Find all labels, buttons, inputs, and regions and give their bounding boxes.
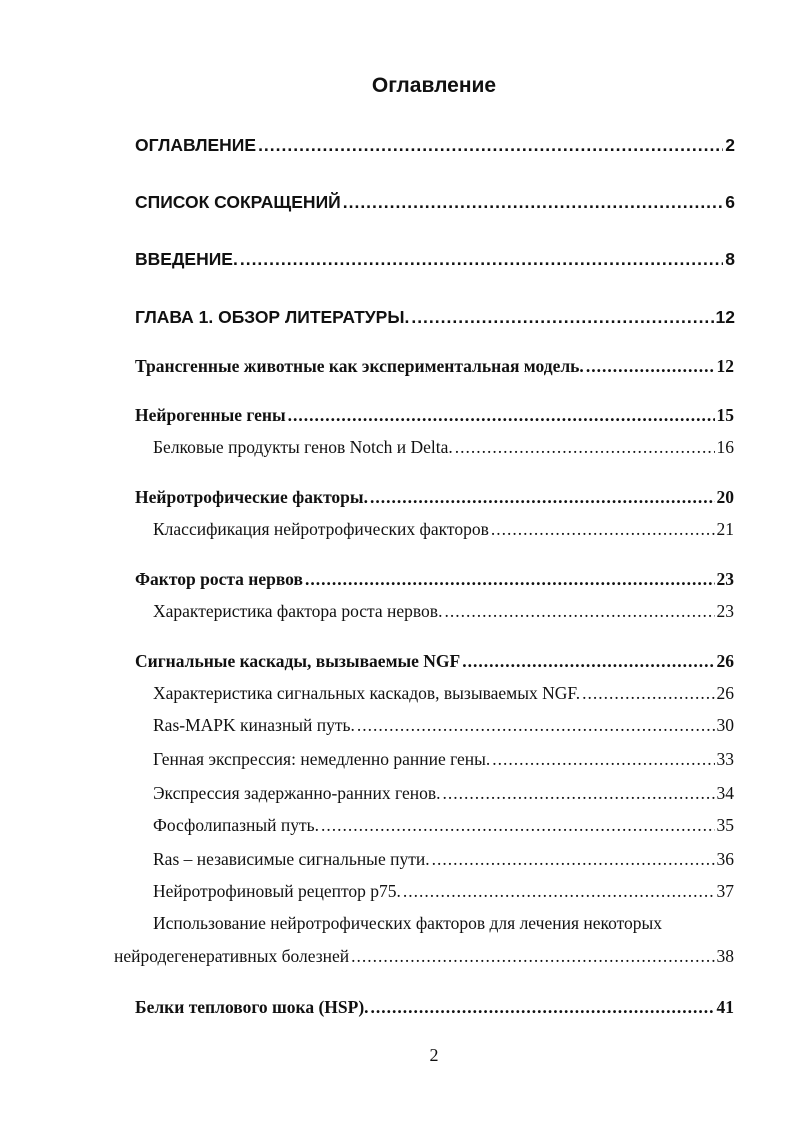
toc-entry-page: 15 xyxy=(716,405,734,425)
toc-entry-ngf[interactable] xyxy=(135,569,734,593)
toc-entry-neurotrophic-factors[interactable] xyxy=(135,487,734,511)
dot-leader xyxy=(370,487,715,508)
toc-entry-heat-shock-proteins[interactable] xyxy=(135,997,734,1021)
toc-entry-page: 21 xyxy=(716,519,734,539)
dot-leader xyxy=(321,815,715,836)
toc-entry-label: Трансгенные животные как экспериментальная модель. xyxy=(135,356,584,376)
toc-entry-page: 30 xyxy=(716,715,734,735)
toc-entry-label: Характеристика фактора роста нервов. xyxy=(153,601,443,621)
toc-entry-notch-delta[interactable] xyxy=(153,437,734,461)
dot-leader xyxy=(444,601,714,622)
toc-entry-treatment-line1[interactable]: Использование нейротрофических факторов для лечения некоторых xyxy=(153,913,663,933)
toc-entry-signal-cascades[interactable] xyxy=(135,651,734,675)
toc-entry-page: 2 xyxy=(725,135,735,155)
toc-entry-page: 26 xyxy=(716,683,734,703)
toc-entry-page: 36 xyxy=(716,849,734,869)
toc-entry-label: нейродегенеративных болезней xyxy=(114,946,350,966)
toc-entry-label: ОГЛАВЛЕНИЕ xyxy=(135,135,257,155)
toc-entry-label: Белковые продукты генов Notch и Delta. xyxy=(153,437,453,457)
toc-entry-label: Ras-MAPK киназный путь. xyxy=(153,715,355,735)
toc-entry-label: ВВЕДЕНИЕ. xyxy=(135,249,238,269)
toc-entry-label: СПИСОК СОКРАЩЕНИЙ xyxy=(135,192,341,212)
toc-entry-introduction[interactable] xyxy=(135,249,735,273)
dot-leader xyxy=(351,946,714,967)
toc-entry-page: 23 xyxy=(716,569,734,589)
toc-entry-page: 35 xyxy=(716,815,734,835)
toc-entry-delayed-early-genes[interactable] xyxy=(153,783,734,807)
toc-entry-label: Нейротрофические факторы. xyxy=(135,487,368,507)
toc-entry-abbreviations[interactable] xyxy=(135,192,735,216)
dot-leader xyxy=(586,356,715,377)
toc-entry-label: Фактор роста нервов xyxy=(135,569,303,589)
toc-entry-transgenic-animals[interactable] xyxy=(135,356,734,380)
toc-entry-label: Белки теплового шока (HSP). xyxy=(135,997,369,1017)
dot-leader xyxy=(443,783,715,804)
dot-leader xyxy=(492,749,714,770)
dot-leader xyxy=(240,249,723,270)
toc-entry-neurogenic-genes[interactable] xyxy=(135,405,734,429)
toc-entry-page: 41 xyxy=(716,997,734,1017)
dot-leader xyxy=(455,437,715,458)
toc-entry-label: Нейротрофиновый рецептор p75. xyxy=(153,881,401,901)
toc-entry-page: 23 xyxy=(716,601,734,621)
toc-entry-label: ГЛАВА 1. ОБЗОР ЛИТЕРАТУРЫ. xyxy=(135,307,410,327)
toc-entry-treatment-line2[interactable] xyxy=(114,946,734,970)
toc-entry-classification[interactable] xyxy=(153,519,734,543)
dot-leader xyxy=(582,683,714,704)
toc-entry-label: Сигнальные каскады, вызываемые NGF xyxy=(135,651,461,671)
toc-entry-page: 33 xyxy=(716,749,734,769)
toc-entry-label: Генная экспрессия: немедленно ранние гены. xyxy=(153,749,491,769)
toc-entry-label: Фосфолипазный путь. xyxy=(153,815,319,835)
page-number: 2 xyxy=(429,1045,439,1065)
toc-entry-ras-mapk[interactable] xyxy=(153,715,734,739)
toc-entry-chapter-1[interactable] xyxy=(135,307,735,331)
toc-entry-p75-receptor[interactable] xyxy=(153,881,734,905)
toc-entry-page: 38 xyxy=(716,946,734,966)
dot-leader xyxy=(371,997,715,1018)
toc-entry-page: 34 xyxy=(716,783,734,803)
toc-entry-page: 8 xyxy=(725,249,735,269)
dot-leader xyxy=(491,519,715,540)
toc-entry-label: Экспрессия задержанно-ранних генов. xyxy=(153,783,441,803)
toc-heading: Оглавление xyxy=(371,74,497,97)
toc-entry-ras-independent[interactable] xyxy=(153,849,734,873)
toc-entry-contents[interactable] xyxy=(135,135,735,159)
dot-leader xyxy=(305,569,715,590)
toc-entry-ngf-characteristics[interactable] xyxy=(153,601,734,625)
toc-entry-phospholipase-pathway[interactable] xyxy=(153,815,734,839)
toc-entry-label: Характеристика сигнальных каскадов, вызываемых NGF. xyxy=(153,683,581,703)
toc-entry-label: Нейрогенные гены xyxy=(135,405,286,425)
toc-entry-page: 12 xyxy=(716,356,734,376)
toc-entry-cascades-characteristics[interactable] xyxy=(153,683,734,707)
dot-leader xyxy=(343,192,724,213)
toc-entry-immediate-early-genes[interactable] xyxy=(153,749,734,773)
toc-entry-label: Ras – независимые сигнальные пути. xyxy=(153,849,430,869)
toc-entry-page: 6 xyxy=(725,192,735,212)
dot-leader xyxy=(258,135,723,156)
toc-entry-page: 26 xyxy=(716,651,734,671)
toc-entry-page: 16 xyxy=(716,437,734,457)
dot-leader xyxy=(288,405,715,426)
dot-leader xyxy=(432,849,715,870)
toc-entry-page: 37 xyxy=(716,881,734,901)
dot-leader xyxy=(403,881,715,902)
dot-leader xyxy=(411,307,713,328)
toc-entry-page: 20 xyxy=(716,487,734,507)
toc-entry-page: 12 xyxy=(715,307,735,327)
toc-entry-label: Классификация нейротрофических факторов xyxy=(153,519,489,539)
dot-leader xyxy=(462,651,714,672)
dot-leader xyxy=(357,715,715,736)
